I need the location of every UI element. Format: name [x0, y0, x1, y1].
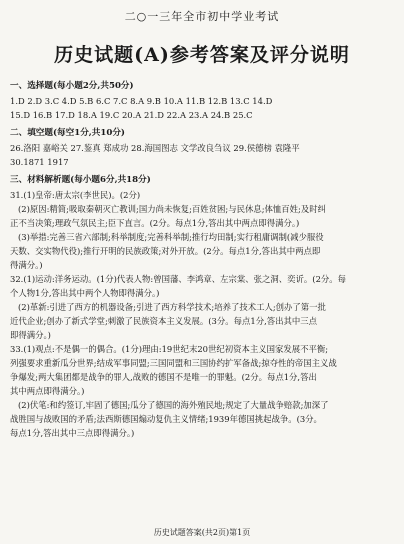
section-heading: 一、选择题(每小题2分,共50分): [10, 81, 134, 91]
section-heading: 二、填空题(每空1分,共10分): [10, 128, 126, 138]
answer-line: 32.(1)运动:洋务运动。(1分)代表人物:曾国藩、李鸿章、左宗棠、张之洞、奕䜣。(2分。每: [10, 274, 347, 284]
answer-row: 30.1871 1917: [10, 157, 69, 167]
answer-line: 列强要求重新瓜分世界;结成军事同盟;三国同盟和三国协约扩军备战;掠夺性的帝国主义战: [10, 358, 337, 368]
answer-line: 争爆发;两大集团都是战争的罪人,战败的德国不是唯一的罪魁。(2分。每点1分,答出: [10, 372, 317, 382]
answer-line: 正不当决策;理政气氛民主;臣下直言。(2分。每点1分,答出其中两点即得满分。): [10, 218, 300, 228]
question-33: [10, 342, 394, 440]
answer-line: (2)原因:精简;吸取秦朝灭亡教训;国力尚未恢复;百姓贫困;与民休息;体恤百姓;及时纠: [18, 204, 326, 214]
answer-line: 个人物1分,答出其中两个人物即得满分。): [10, 288, 160, 298]
answer-line: 33.(1)观点:不是偶一的偶合。(1分)理由:19世纪末20世纪初资本主义国家发展不平衡;: [10, 344, 329, 354]
answer-line: 天数、交实物代役);推行开明的民族政策;对外开放。(2分。每点1分,答出其中两点即: [10, 246, 321, 256]
answer-line: 每点1分,答出其中三点即得满分。): [10, 428, 135, 438]
section-heading: 三、材料解析题(每小题6分,共18分): [10, 175, 151, 185]
answer-row: 1.D 2.D 3.C 4.D 5.B 6.C 7.C 8.A 9.B 10.A 11.B 12.B 13.C 14.D: [10, 96, 273, 106]
section-fill-in: [10, 126, 394, 169]
answer-line: 近代企业;创办了新式学堂;刺激了民族资本主义发展。(3分。每点1分,答出其中三点: [10, 316, 317, 326]
question-32: [10, 272, 394, 342]
answer-line: 即得满分。): [10, 330, 51, 340]
section-multiple-choice: [10, 79, 394, 122]
answer-row: 15.D 16.B 17.D 18.A 19.C 20.A 21.D 22.A 23.A 24.B 25.C: [10, 110, 253, 120]
answer-line: 31.(1)皇帝:唐太宗(李世民)。(2分): [10, 190, 141, 200]
question-31: [10, 188, 394, 272]
answer-line: 得满分。): [10, 260, 43, 270]
page-footer: 历史试题答案(共2页)第1页: [153, 528, 251, 537]
document-title: 历史试题(A)参考答案及评分说明: [54, 44, 350, 66]
answer-line: 战胜国与战败国的矛盾;法西斯德国煽动复仇主义情绪;1939年德国挑起战争。(3分。: [10, 414, 322, 424]
answer-line: (2)革新:引进了西方的机器设备;引进了西方科学技术;培养了技术工人;创办了第一批: [18, 302, 326, 312]
exam-title: 二○一三年全市初中学业考试: [124, 10, 280, 23]
answer-line: (3)举措:完善三省六部制;科举制度;完善科举制;推行均田制;实行租庸调制(减少服役: [18, 232, 324, 242]
section-material-analysis: [10, 173, 394, 440]
answer-row: 26.洛阳 嘉峪关 27.鉴真 郑成功 28.海国图志 文学改良刍议 29.侯德榜 袁隆平: [10, 143, 300, 153]
answer-line: 其中两点即得满分。): [10, 386, 85, 396]
answer-line: (2)伏笔:和约签订,牢固了德国;瓜分了德国的海外殖民地;规定了大量战争赔款;加深了: [18, 400, 329, 410]
